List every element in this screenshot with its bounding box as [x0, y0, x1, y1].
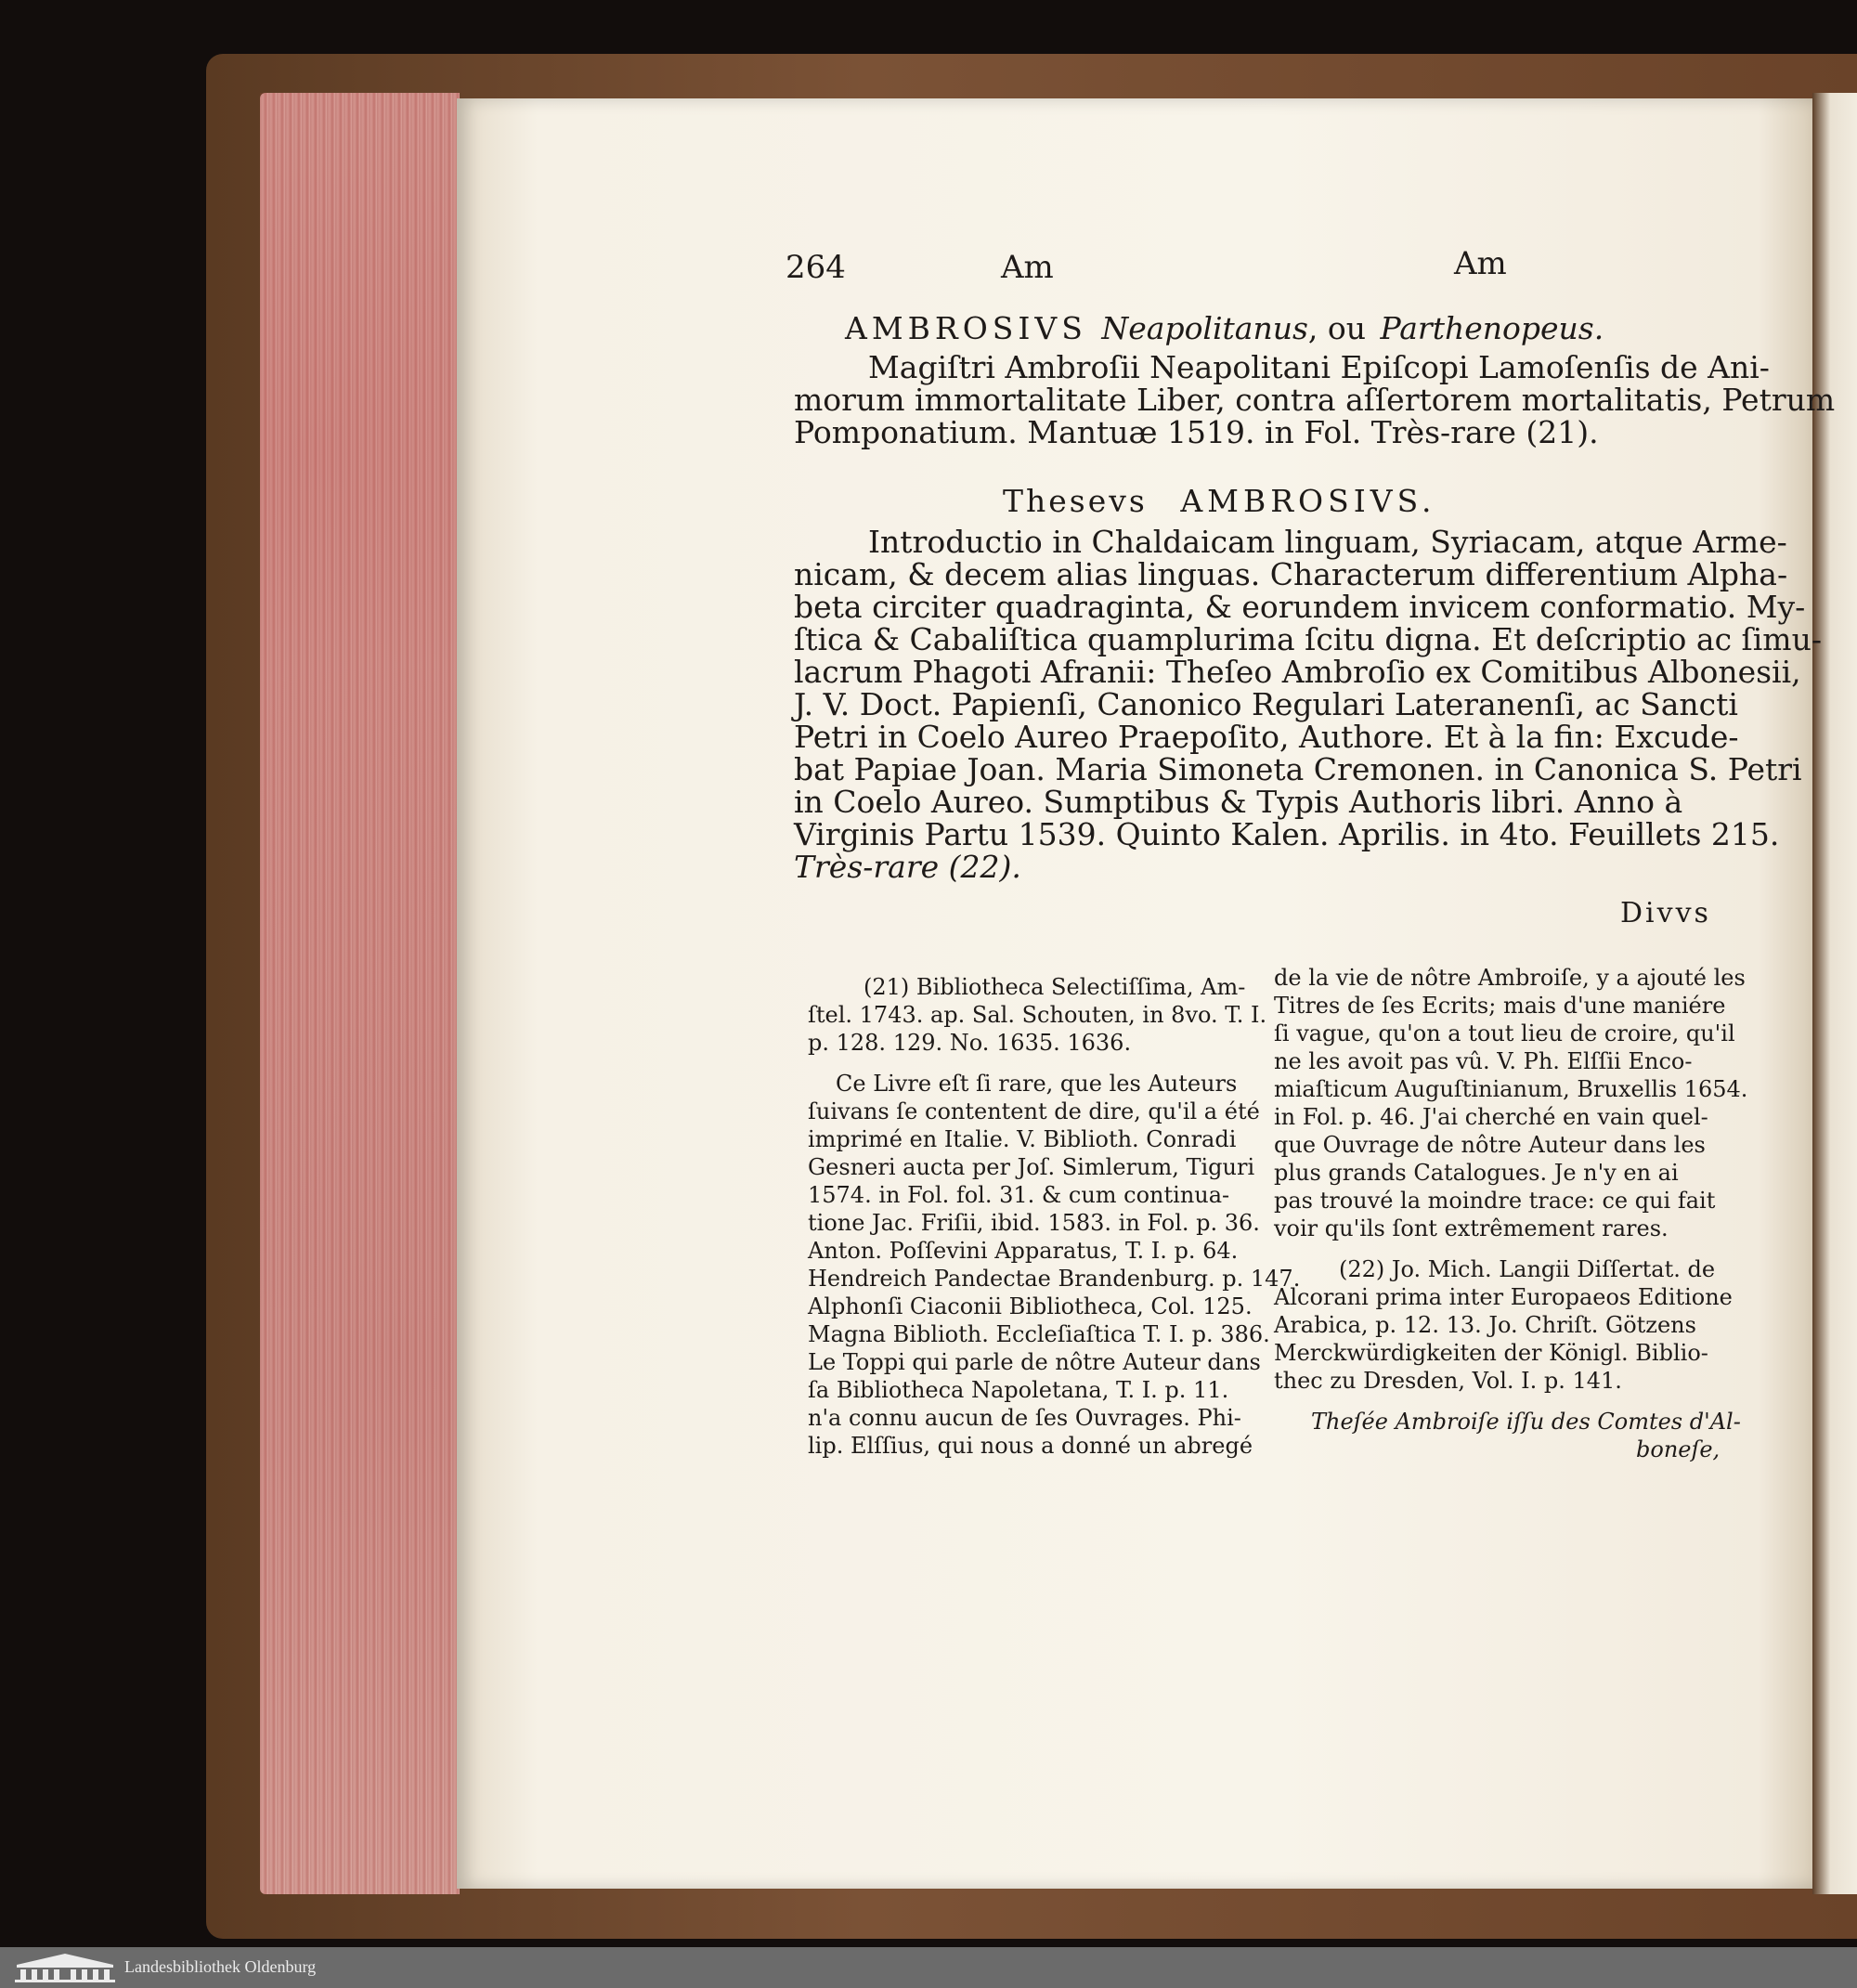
- body-line: morum immortalitate Liber, contra aſſertorem mortalitatis, Petrum: [794, 382, 1836, 418]
- footnote-line: Hendreich Pandectae Brandenburg. p. 147.: [808, 1266, 1301, 1292]
- library-building-logo-icon: [13, 1952, 117, 1983]
- footnote-line: (21) Bibliotheca Selectiſſima, Am-: [864, 974, 1246, 1000]
- page-edges: [260, 93, 460, 1894]
- heading-epithet: Neapolitanus: [1101, 310, 1308, 346]
- footnote-line: ſa Bibliotheca Napoletana, T. I. p. 11.: [808, 1377, 1229, 1403]
- body-line: nicam, & decem alias linguas. Characterum differentium Alpha-: [794, 556, 1788, 592]
- footnote-line: Titres de ſes Ecrits; mais d'une maniére: [1274, 993, 1726, 1019]
- footnote-line: thec zu Dresden, Vol. I. p. 141.: [1274, 1368, 1622, 1394]
- body-line: Magiſtri Ambroſii Neapolitani Epiſcopi Lamoſenſis de Ani-: [868, 349, 1770, 385]
- body-line: Petri in Coelo Aureo Praepoſito, Authore. Et à la fin: Excude-: [794, 719, 1739, 755]
- footnote-line: ſuivans ſe contentent de dire, qu'il a été: [808, 1098, 1260, 1124]
- footnote-line: in Fol. p. 46. J'ai cherché en vain quel-: [1274, 1104, 1708, 1130]
- footnotes-right-column: [1274, 964, 1747, 1463]
- running-head-right: Am: [1454, 245, 1507, 282]
- footnote-line: Magna Biblioth. Eccleſiaſtica T. I. p. 386.: [808, 1321, 1270, 1347]
- body-line: Introductio in Chaldaicam linguam, Syriacam, atque Arme-: [868, 524, 1787, 560]
- footnote-line: Anton. Poſſevini Apparatus, T. I. p. 64.: [808, 1238, 1239, 1264]
- body-line: Virginis Partu 1539. Quinto Kalen. Aprilis. in 4to. Feuillets 215.: [794, 816, 1780, 852]
- entry-heading-ambrosius: [845, 310, 1604, 346]
- footnote-line: Le Toppi qui parle de nôtre Auteur dans: [808, 1349, 1261, 1375]
- footnote-line: imprimé en Italie. V. Biblioth. Conradi: [808, 1126, 1237, 1152]
- footnote-line: n'a connu aucun de ſes Ouvrages. Phi-: [808, 1405, 1241, 1431]
- footnote-line: ſtel. 1743. ap. Sal. Schouten, in 8vo. T. I.: [808, 1002, 1267, 1028]
- footnote-line: Theſée Ambroiſe iſſu des Comtes d'Al-: [1311, 1409, 1741, 1435]
- body-line: Très-rare (22).: [794, 849, 1021, 885]
- footnote-line: lip. Elſſius, qui nous a donné un abregé: [808, 1433, 1253, 1459]
- body-line: ſtica & Cabaliſtica quamplurima ſcitu digna. Et deſcriptio ac ſimu-: [794, 621, 1822, 657]
- footnote-line: Alphonſi Ciaconii Bibliotheca, Col. 125.: [808, 1293, 1253, 1319]
- footnote-line: 1574. in Fol. fol. 31. & cum continua-: [808, 1182, 1230, 1208]
- footnote-line: que Ouvrage de nôtre Auteur dans les: [1274, 1132, 1706, 1158]
- page-number: 264: [786, 249, 846, 286]
- heading-name: AMBROSIVS.: [1180, 483, 1436, 519]
- footnote-line: de la vie de nôtre Ambroiſe, y a ajouté les: [1274, 965, 1746, 991]
- entry-body-theseus: [794, 526, 1822, 883]
- footnote-line: (22) Jo. Mich. Langii Diſſertat. de: [1339, 1256, 1716, 1282]
- entry-body-ambrosius: [794, 351, 1835, 448]
- footnote-spacer: [1274, 1395, 1747, 1408]
- footnote-line: Alcorani prima inter Europaeos Editione: [1274, 1284, 1733, 1310]
- viewer-footer-bar: [0, 1947, 1857, 1988]
- footnote-line: ſi vague, qu'on a tout lieu de croire, qu'il: [1274, 1020, 1735, 1046]
- footnote-line: pas trouvé la moindre trace: ce qui fait: [1274, 1188, 1716, 1214]
- footnote-line: voir qu'ils ſont extrêmement rares.: [1274, 1215, 1669, 1241]
- catchword: Divvs: [1620, 897, 1711, 929]
- body-line: in Coelo Aureo. Sumptibus & Typis Authoris libri. Anno à: [794, 784, 1683, 820]
- footnote-line: tione Jac. Friſii, ibid. 1583. in Fol. p. 36.: [808, 1210, 1260, 1236]
- footnote-line: ne les avoit pas vû. V. Ph. Elſſii Enco-: [1274, 1048, 1693, 1074]
- running-head-left: Am: [1001, 249, 1054, 286]
- footnote-spacer: [808, 1057, 1300, 1070]
- footnote-spacer: [1274, 1242, 1747, 1255]
- footer-library-name: Landesbibliothek Oldenburg: [124, 1957, 317, 1976]
- heading-name: AMBROSIVS: [845, 310, 1087, 346]
- heading-alt-epithet: Parthenopeus.: [1380, 310, 1604, 346]
- footnote-line: plus grands Catalogues. Je n'y en ai: [1274, 1160, 1679, 1186]
- footnote-line: Merckwürdigkeiten der Königl. Biblio-: [1274, 1340, 1708, 1366]
- body-line: beta circiter quadraginta, & eorundem invicem conformatio. My-: [794, 589, 1806, 625]
- entry-heading-theseus: [1003, 483, 1436, 519]
- footnote-line: boneſe,: [1636, 1436, 1721, 1462]
- body-line: lacrum Phagoti Afranii: Theſeo Ambroſio ex Comitibus Albonesii,: [794, 654, 1801, 690]
- footnote-line: Gesneri aucta per Joſ. Simlerum, Tiguri: [808, 1154, 1255, 1180]
- heading-connector: , ou: [1307, 310, 1367, 346]
- body-line: Pomponatium. Mantuæ 1519. in Fol. Très-rare (21).: [794, 414, 1599, 450]
- footnote-line: p. 128. 129. No. 1635. 1636.: [808, 1030, 1132, 1056]
- footnote-line: miaſticum Auguſtinianum, Bruxellis 1654.: [1274, 1076, 1748, 1102]
- footnotes-left-column: [808, 973, 1300, 1460]
- footnote-line: Ce Livre eſt ſi rare, que les Auteurs: [836, 1071, 1238, 1097]
- body-line: bat Papiae Joan. Maria Simoneta Cremonen. in Canonica S. Petri: [794, 751, 1802, 787]
- footnote-line: Arabica, p. 12. 13. Jo. Chriſt. Götzens: [1274, 1312, 1696, 1338]
- heading-prefix: Thesevs: [1003, 483, 1148, 519]
- body-line: J. V. Doct. Papienſi, Canonico Regulari Lateranenſi, ac Sancti: [794, 686, 1738, 722]
